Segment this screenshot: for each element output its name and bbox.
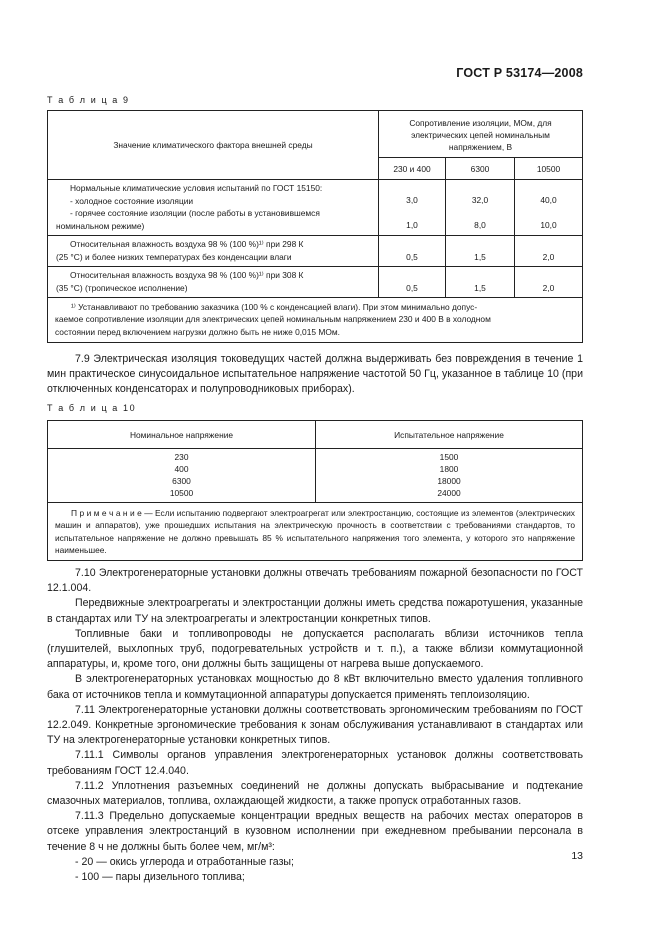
- table10-nominal-cell: [48, 449, 316, 503]
- body-text: [47, 566, 583, 885]
- page-number: 13: [571, 850, 583, 862]
- table9-voltage-3: 10500: [515, 158, 583, 180]
- table9-row1-line: Нормальные климатические условия испытаний по ГОСТ 15150:: [70, 183, 323, 193]
- table9-cell: 0,5: [379, 236, 446, 267]
- paragraph-7-11-1: 7.11.1 Символы органов управления электрогенераторных установок должны соответствовать требованиям ГОСТ 12.4.040.: [47, 749, 583, 777]
- table10-header-test: Испытательное напряжение: [316, 421, 583, 449]
- table9-caption: Т а б л и ц а 9: [47, 95, 130, 105]
- table9-footnote-line: каемое сопротивление изоляции для электрических цепей номинальным напряжением 230 и 400 В в холодном: [55, 314, 491, 325]
- paragraph-7-11-2: 7.11.2 Уплотнения разъемных соединений не должны допускать выбрасывание и подтекание смазочных материалов, топлива, охлаждающей жидкости, а также пропуск отработанных газов.: [47, 779, 583, 808]
- table9-cell: 2,0: [515, 236, 583, 267]
- table10-value: 10500: [169, 488, 194, 498]
- table9-cell: 1,5: [446, 236, 515, 267]
- table9-row3-line: (35 °С) (тропическое исполнение): [56, 282, 188, 293]
- table9-voltage-1: 230 и 400: [379, 158, 446, 180]
- table9-cell: 0,5: [379, 267, 446, 298]
- table9-cell: 1,5: [446, 267, 515, 298]
- table9-cell: 3,0: [406, 195, 418, 205]
- paragraph-7-11: 7.11 Электрогенераторные установки должны соответствовать эргономическим требованиям по ГОСТ 12.2.049. Конкретные эргономические требования к зонам обслуживания устанавливают в стандартах или ТУ на электрогенераторные установки конкретных типов.: [47, 703, 583, 747]
- paragraph-text: 7.9 Электрическая изоляция токоведущих частей должна выдерживать без повреждения в течение 1 мин практическое синусоидальное испытательное напряжение частотой 50 Гц, указанное в таблице 10 (при отключенных конденсаторах и полупроводниковых приборах).: [47, 353, 583, 396]
- paragraph-7-11-3: 7.11.3 Предельно допускаемые концентрации вредных веществ на рабочих местах операторов в отсеке управления электростанций в кузовном исполнении при ежедневном пребывании персонала в течение 8 ч не должны быть более чем, мг/м³:: [47, 810, 583, 853]
- table9-header-resistance: Сопротивление изоляции, МОм, для электрических цепей номинальным напряжением, В: [379, 111, 583, 158]
- table9: [47, 110, 583, 343]
- table10-value: 1800: [439, 464, 459, 474]
- table9-row3-line: Относительная влажность воздуха 98 % (100 %)¹⁾ при 308 К: [70, 270, 304, 280]
- table9-row1-line: - горячее состояние изоляции (после работы в установившемся: [70, 208, 320, 218]
- table10-note: П р и м е ч а н и е — Если испытанию подвергают электроагрегат или электростанцию, состоящие из элементов (электрических машин и аппаратов), уже прошедших испытания на электрическую прочность в соответствии с требованиями стандартов, то испытательное напряжение не должно превышать 85 % испытательного напряжения того элемента, у которого это напряжение наименьшее.: [48, 503, 583, 561]
- table9-voltage-2: 6300: [446, 158, 515, 180]
- table9-row2-line: (25 °С) и более низких температурах без конденсации влаги: [56, 251, 292, 262]
- table9-row: [48, 267, 583, 298]
- table9-footnote-line: состоянии перед включением нагрузки должно быть не ниже 0,015 МОм.: [55, 326, 340, 337]
- table10-value: 18000: [437, 476, 461, 486]
- paragraph-insulation: В электрогенераторных установках мощностью до 8 кВт включительно вместо удаления топливного бака от источников тепла и коммутационной аппаратуры допускается применять теплоизоляцию.: [47, 673, 583, 701]
- table9-row1-line: - холодное состояние изоляции: [70, 195, 194, 206]
- table9-row: [48, 236, 583, 267]
- table9-cell: 32,0: [471, 195, 489, 205]
- list-item: - 100 — пары дизельного топлива;: [75, 871, 245, 884]
- table9-footnote: [48, 298, 583, 343]
- table10-caption: Т а б л и ц а 10: [47, 403, 137, 413]
- table9-cell: 40,0: [540, 195, 557, 205]
- paragraph-7-10: 7.10 Электрогенераторные установки должны отвечать требованиям пожарной безопасности по ГОСТ 12.1.004.: [47, 567, 583, 595]
- table9-row1-line: номинальном режиме): [56, 220, 145, 231]
- table10-value: 1500: [439, 452, 459, 462]
- table9-cell: 10,0: [540, 219, 557, 230]
- table9-footnote-line: ¹⁾ Устанавливают по требованию заказчика (100 % с конденсацией влаги). При этом минимально допус-: [71, 302, 478, 312]
- table10-value: 230: [174, 452, 189, 462]
- table9-cell: 2,0: [515, 267, 583, 298]
- document-id: ГОСТ Р 53174—2008: [456, 66, 583, 80]
- table10-value: 400: [174, 464, 189, 474]
- table10-test-cell: [316, 449, 583, 503]
- table10-value: 24000: [437, 488, 461, 498]
- paragraph-firefighting: Передвижные электроагрегаты и электростанции должны иметь средства пожаротушения, указанные в стандартах или ТУ на электроагрегаты и электростанции конкретных типов.: [47, 597, 583, 625]
- table10-value: 6300: [172, 476, 191, 486]
- table10: [47, 420, 583, 561]
- table9-cell: 8,0: [474, 219, 486, 230]
- table9-row2-line: Относительная влажность воздуха 98 % (100 %)¹⁾ при 298 К: [70, 239, 304, 249]
- table10-header-nominal: Номинальное напряжение: [48, 421, 316, 449]
- list-item: - 20 — окись углерода и отработанные газы;: [75, 855, 294, 868]
- table9-row: [48, 180, 583, 236]
- table9-cell: 1,0: [406, 219, 418, 230]
- paragraph-7-9: [47, 352, 583, 398]
- table9-header-factor: Значение климатического фактора внешней среды: [48, 111, 379, 180]
- paragraph-fuel-tanks: Топливные баки и топливопроводы не допускается располагать вблизи источников тепла (глушителей, выхлопных труб, подогревательных устройств и т. п.), а также вблизи коммутационной аппаратуры, и, кроме того, они должны быть защищены от нагрева выше допускаемого.: [47, 627, 583, 671]
